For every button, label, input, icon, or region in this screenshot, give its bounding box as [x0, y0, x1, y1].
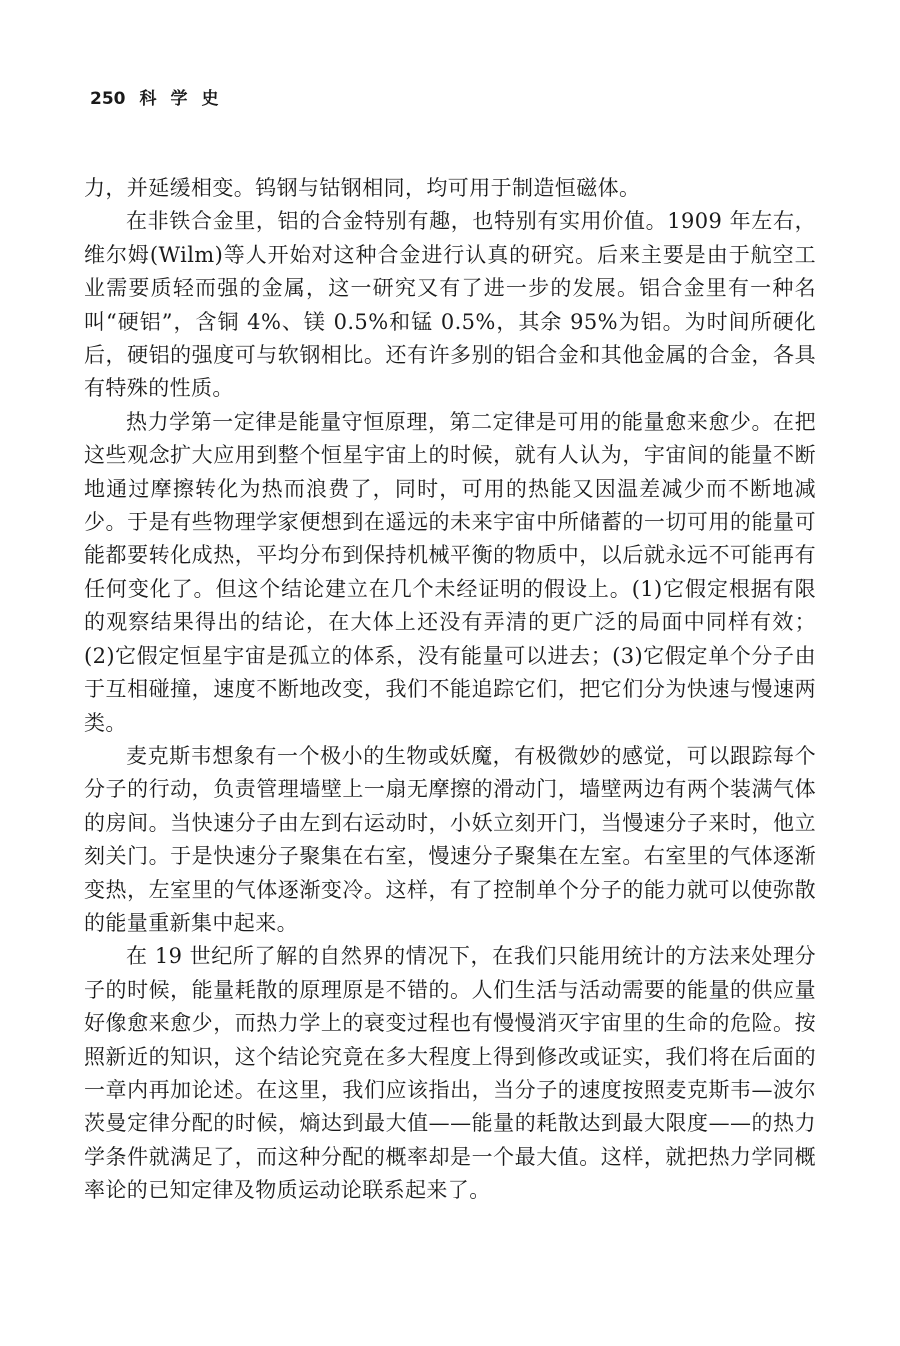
body-text: [84, 172, 816, 1208]
book-title: 科学史: [139, 89, 233, 109]
paragraph-continuation: 力，并延缓相变。钨钢与钴钢相同，均可用于制造恒磁体。: [84, 176, 641, 200]
paragraph-maxwell-demon: 麦克斯韦想象有一个极小的生物或妖魔，有极微妙的感觉，可以跟踪每个分子的行动，负责管理墙壁上一扇无摩擦的滑动门，墙壁两边有两个装满气体的房间。当快速分子由左到右运动时，小妖立刻开门，当慢速分子来时，他立刻关门。于是快速分子聚集在右室，慢速分子聚集在左室。右室里的气体逐渐变热，左室里的气体逐渐变冷。这样，有了控制单个分子的能力就可以使弥散的能量重新集中起来。: [84, 743, 816, 935]
running-header: [90, 84, 233, 114]
paragraph-energy-dissipation: 在 19 世纪所了解的自然界的情况下，在我们只能用统计的方法来处理分子的时候，能量耗散的原理原是不错的。人们生活与活动需要的能量的供应量好像愈来愈少，而热力学上的衰变过程也有慢慢消灭宇宙里的生命的危险。按照新近的知识，这个结论究竟在多大程度上得到修改或证实，我们将在后面的一章内再加论述。在这里，我们应该指出，当分子的速度按照麦克斯韦—波尔茨曼定律分配的时候，熵达到最大值——能量的耗散达到最大限度——的热力学条件就满足了，而这种分配的概率却是一个最大值。这样，就把热力学同概率论的已知定律及物质运动论联系起来了。: [84, 944, 816, 1203]
page-number: 250: [90, 89, 126, 109]
paragraph-thermodynamics-laws: 热力学第一定律是能量守恒原理，第二定律是可用的能量愈来愈少。在把这些观念扩大应用到整个恒星宇宙上的时候，就有人认为，宇宙间的能量不断地通过摩擦转化为热而浪费了，同时，可用的热能又因温差减少而不断地减少。于是有些物理学家便想到在遥远的未来宇宙中所储蓄的一切可用的能量可能都要转化成热，平均分布到保持机械平衡的物质中，以后就永远不可能再有任何变化了。但这个结论建立在几个未经证明的假设上。(1)它假定根据有限的观察结果得出的结论，在大体上还没有弄清的更广泛的局面中同样有效；(2)它假定恒星宇宙是孤立的体系，没有能量可以进去；(3)它假定单个分子由于互相碰撞，速度不断地改变，我们不能追踪它们，把它们分为快速与慢速两类。: [84, 409, 816, 735]
paragraph-aluminum-alloys: 在非铁合金里，铝的合金特别有趣，也特别有实用价值。1909 年左右，维尔姆(Wilm)等人开始对这种合金进行认真的研究。后来主要是由于航空工业需要质轻而强的金属，这一研究又有了进一步的发展。铝合金里有一种名叫“硬铝”，含铜 4%、镁 0.5%和锰 0.5%，其余 95%为铝。为时间所硬化后，硬铝的强度可与软钢相比。还有许多别的铝合金和其他金属的合金，各具有特殊的性质。: [84, 209, 816, 401]
